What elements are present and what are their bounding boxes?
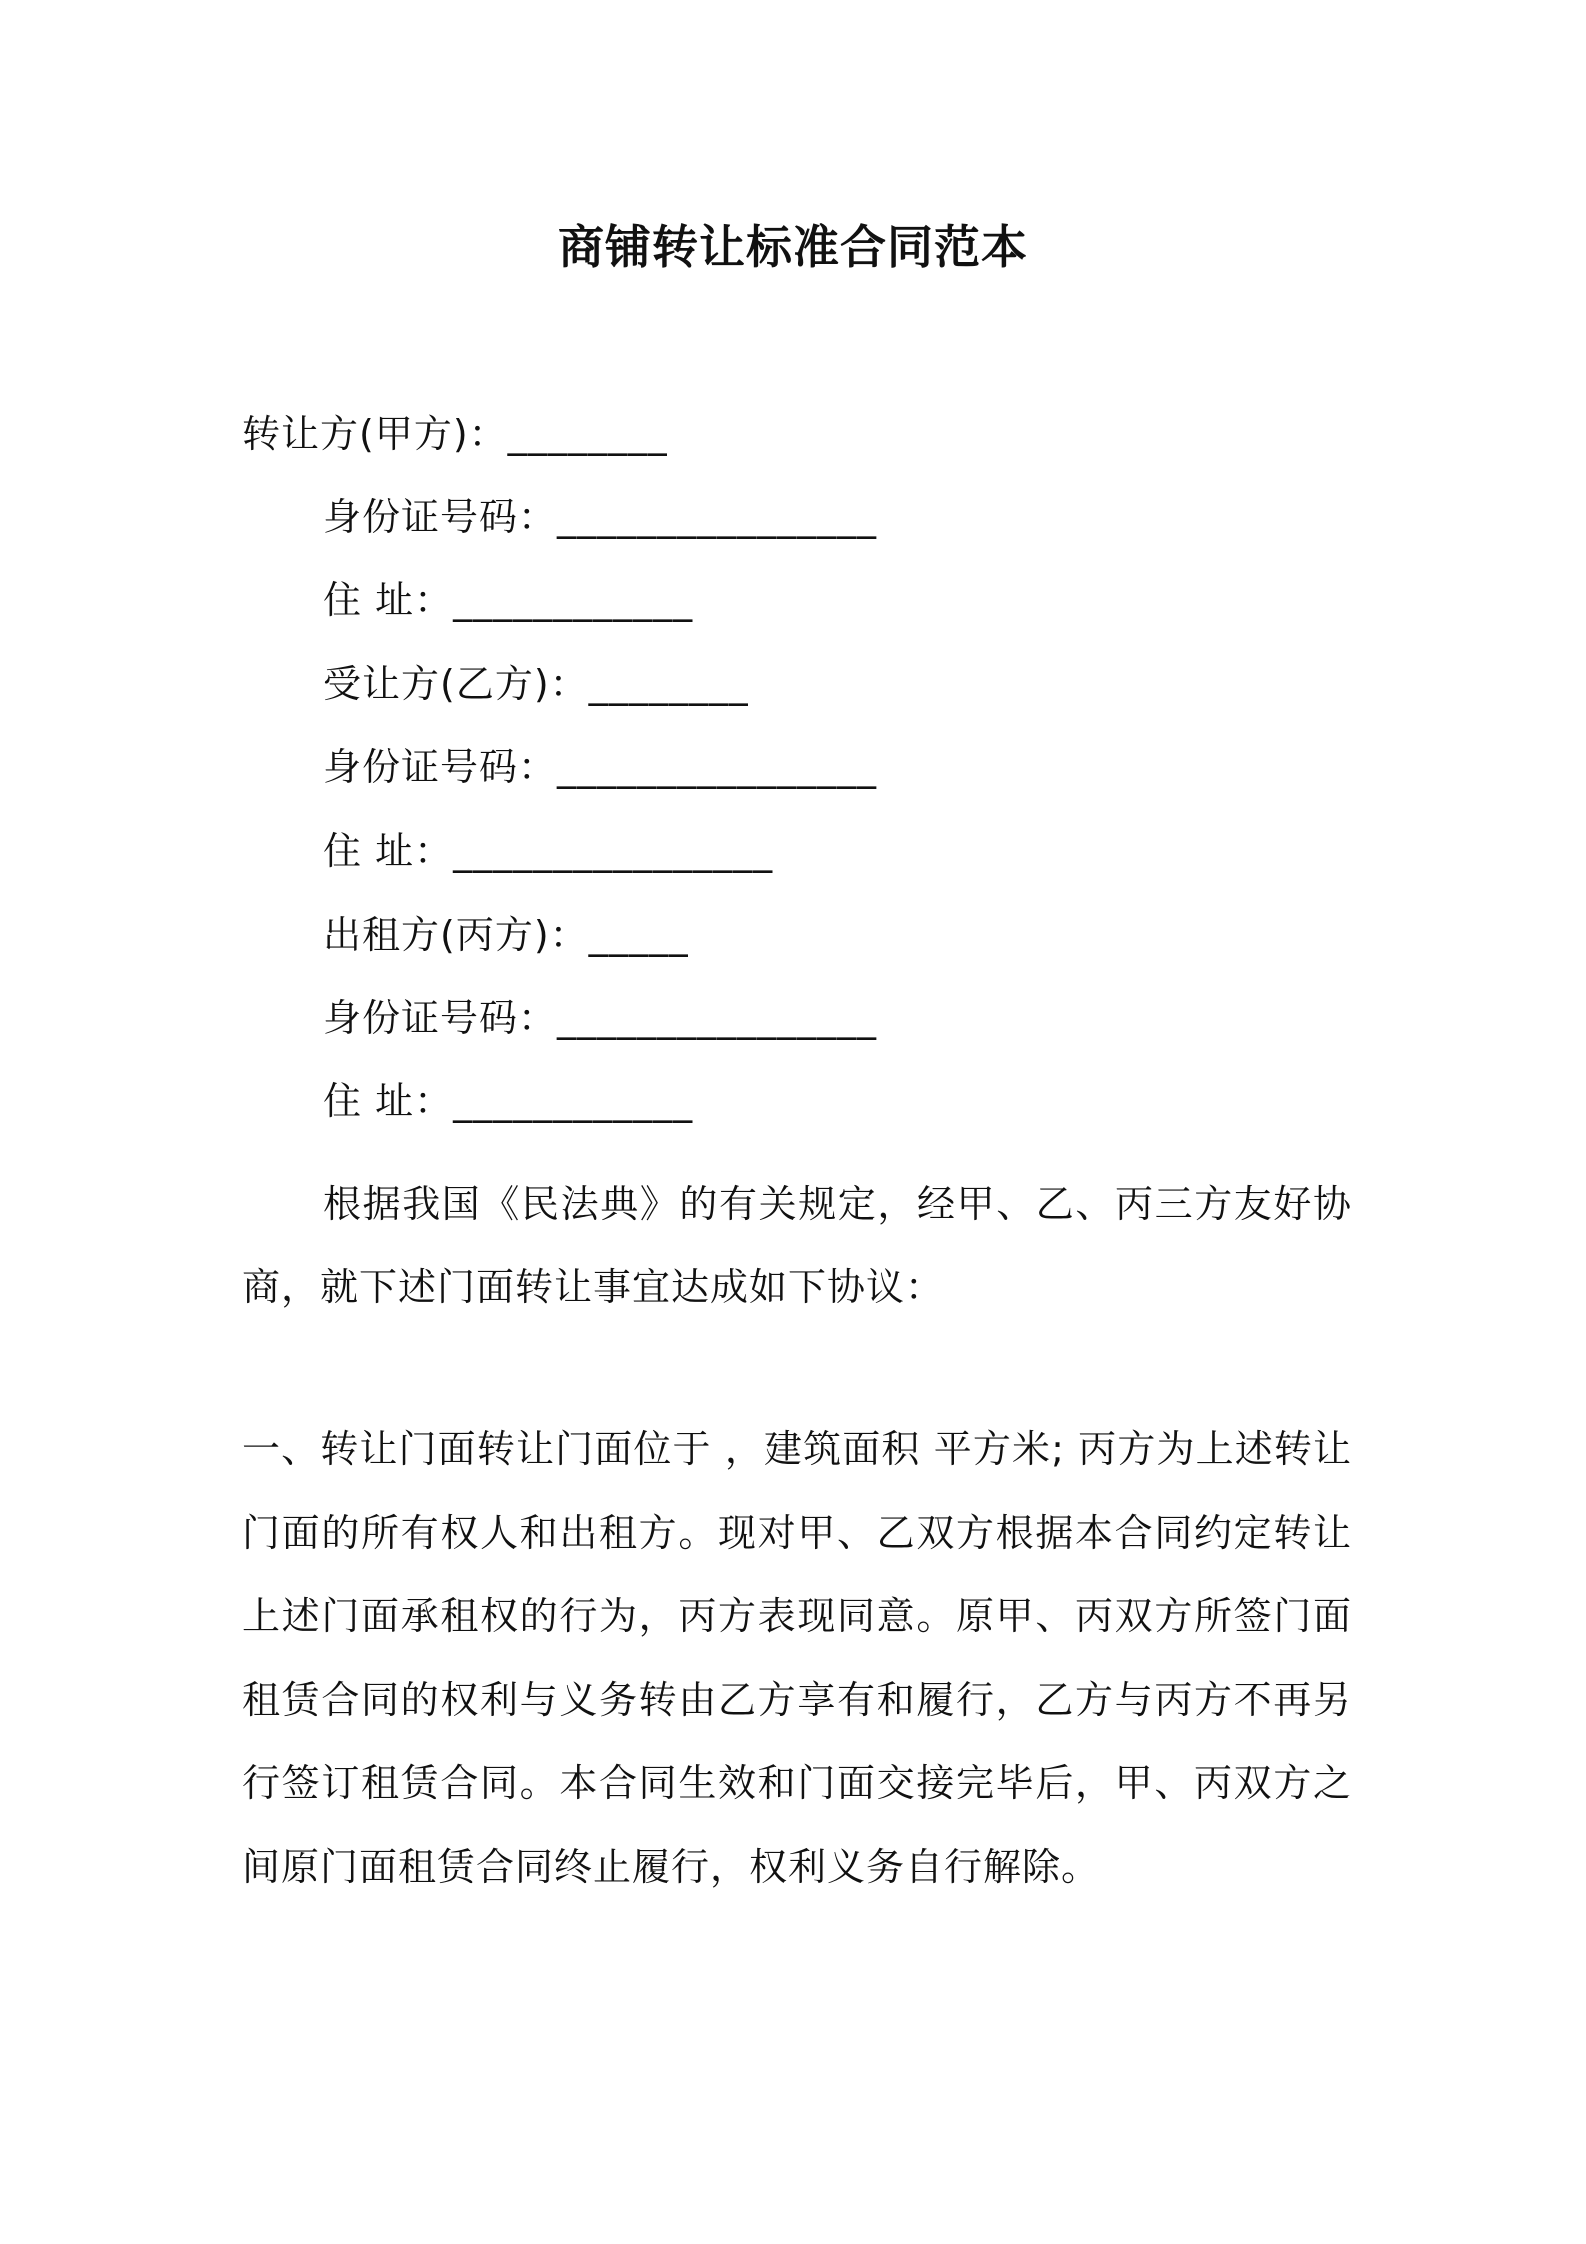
document-title: 商铺转让标准合同范本 (558, 220, 1028, 274)
lessor-address-line: 住 址：____________ (323, 1079, 694, 1123)
preamble-paragraph: 根据我国《民法典》的有关规定，经甲、乙、丙三方友好协商，就下述门面转让事宜达成如下协议： (242, 1182, 1352, 1309)
transferee-line: 受让方(乙方)：________ (323, 662, 749, 706)
transferor-address-line: 住 址：____________ (323, 578, 694, 622)
transferor-line: 转让方(甲方)：________ (242, 412, 668, 456)
transferee-address-line: 住 址：________________ (323, 829, 774, 873)
lessor-line: 出租方(丙方)：_____ (323, 913, 689, 957)
transferor-id-line: 身份证号码：________________ (323, 495, 878, 539)
clause-1-paragraph: 一、转让门面转让门面位于 ，建筑面积 平方米; 丙方为上述转让门面的所有权人和出租方。现对甲、乙双方根据本合同约定转让上述门面承租权的行为，丙方表现同意。原甲、丙双方所签门面租赁合同的权利与义务转由乙方享有和履行，乙方与丙方不再另行签订租赁合同。本合同生效和门面交接完毕后，甲、丙双方之间原门面租赁合同终止履行，权利义务自行解除。 (242, 1427, 1352, 1889)
transferee-id-line: 身份证号码：________________ (323, 745, 878, 789)
lessor-id-line: 身份证号码：________________ (323, 996, 878, 1040)
